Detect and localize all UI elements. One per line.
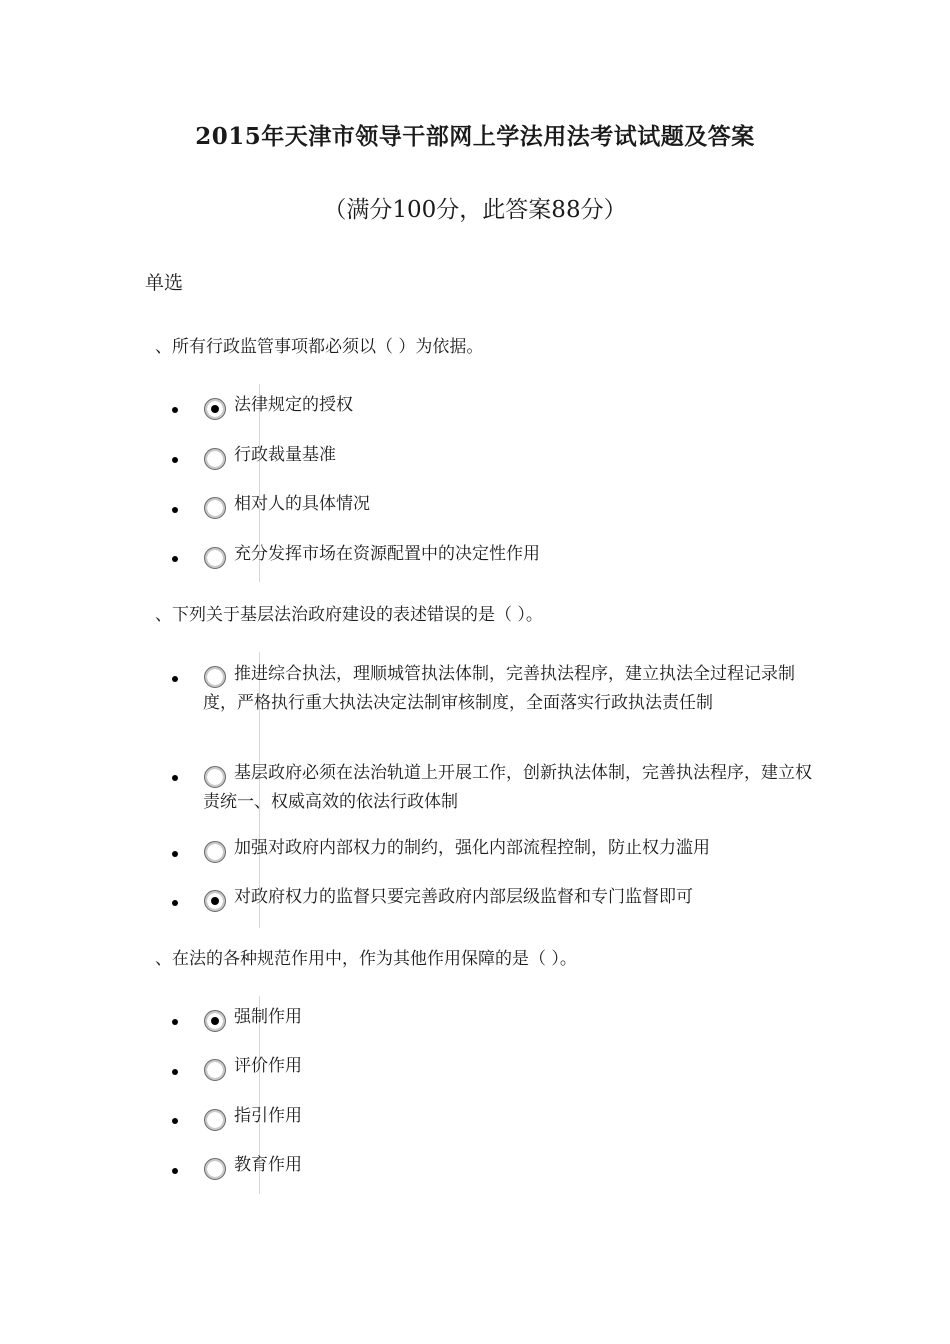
- document-title: 2015年天津市领导干部网上学法用法考试试题及答案: [195, 123, 755, 150]
- option-label: 行政裁量基准: [234, 445, 336, 465]
- option-label: 教育作用: [234, 1155, 302, 1175]
- option-label: 强制作用: [234, 1007, 302, 1027]
- bullet-icon: [172, 851, 178, 857]
- bullet-icon: [172, 1069, 178, 1075]
- bullet-icon: [172, 775, 178, 781]
- option-label: 对政府权力的监督只要完善政府内部层级监督和专门监督即可: [234, 887, 693, 907]
- option-label: 指引作用: [234, 1106, 302, 1126]
- bullet-icon: [172, 556, 178, 562]
- option-label: 加强对政府内部权力的制约，强化内部流程控制，防止权力滥用: [234, 838, 710, 858]
- bullet-icon: [172, 676, 178, 682]
- bullet-icon: [172, 1019, 178, 1025]
- section-label: 单选: [145, 272, 184, 294]
- option-label: 法律规定的授权: [234, 395, 353, 415]
- bullet-icon: [172, 1168, 178, 1174]
- question-3: 、在法的各种规范作用中，作为其他作用保障的是（ ）。: [155, 949, 577, 969]
- bullet-icon: [172, 900, 178, 906]
- option-label: 充分发挥市场在资源配置中的决定性作用: [234, 544, 540, 564]
- option-label: 推进综合执法，理顺城管执法体制，完善执法程序，建立执法全过程记录制度，严格执行重大执法决定法制审核制度，全面落实行政执法责任制: [203, 664, 795, 713]
- option-label: 相对人的具体情况: [234, 494, 370, 514]
- question-2: 、下列关于基层法治政府建设的表述错误的是（ ）。: [155, 605, 543, 625]
- bullet-icon: [172, 407, 178, 413]
- option-label: 基层政府必须在法治轨道上开展工作，创新执法体制，完善执法程序，建立权责统一、权威高效的依法行政体制: [203, 763, 812, 812]
- question-1: 、所有行政监管事项都必须以（ ）为依据。: [155, 337, 484, 357]
- bullet-icon: [172, 507, 178, 513]
- document-subtitle: （满分100分，此答案88分）: [323, 197, 627, 223]
- option-label: 评价作用: [234, 1056, 302, 1076]
- bullet-icon: [172, 1118, 178, 1124]
- bullet-icon: [172, 457, 178, 463]
